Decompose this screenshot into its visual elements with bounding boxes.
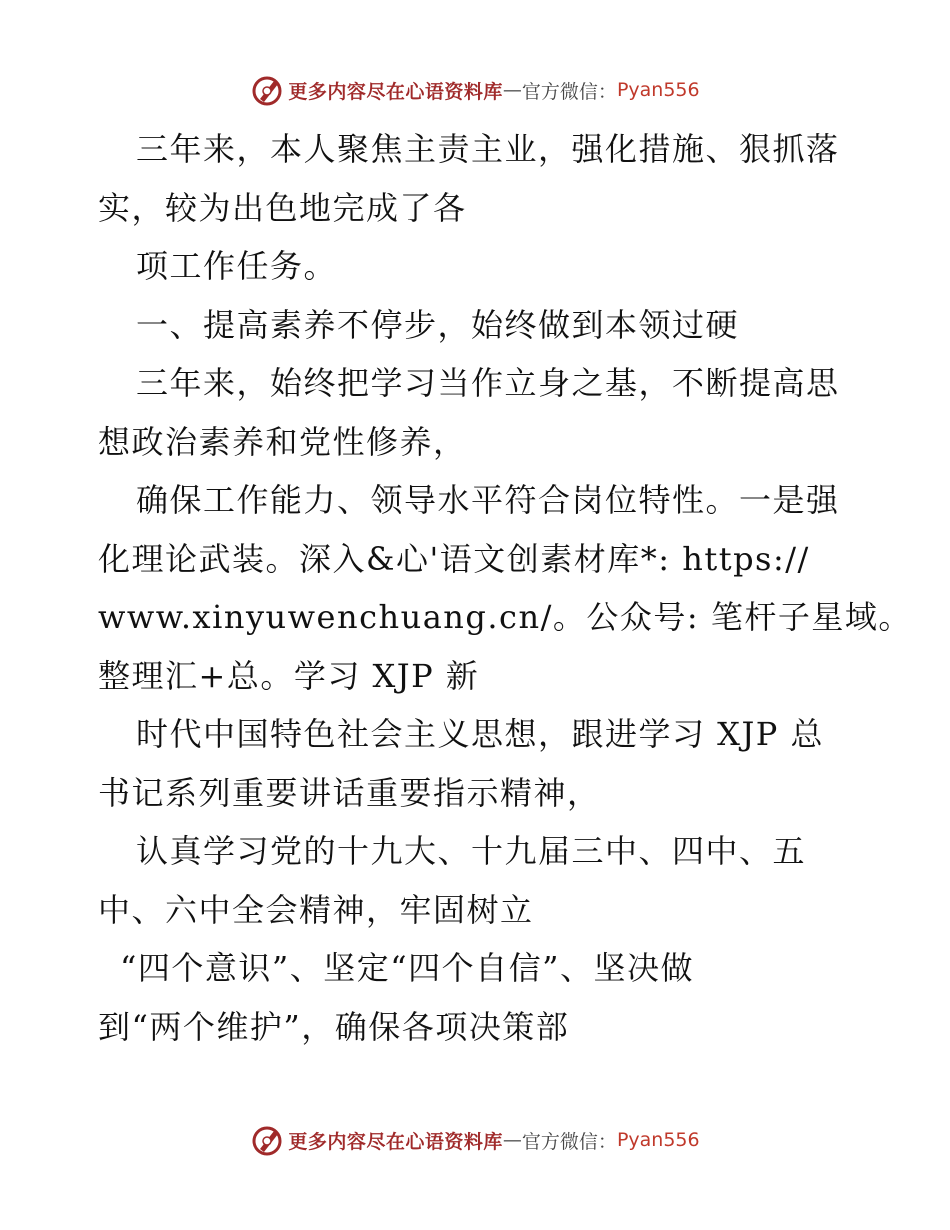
paragraph-line: 确保工作能力、领导水平符合岗位特性。一是强 bbox=[136, 481, 840, 519]
paragraph-line: 书记系列重要讲话重要指示精神， bbox=[98, 773, 601, 812]
paragraph-line: “四个意识”、坚定“四个自信”、坚决做 bbox=[120, 949, 694, 987]
paragraph-line: www.xinyuwenchuang.cn/。公众号: 笔杆子星域。 bbox=[98, 598, 912, 636]
pen-circle-logo-icon bbox=[250, 1123, 284, 1157]
paragraph-line: 到“两个维护”，确保各项决策部 bbox=[98, 1007, 570, 1046]
banner-wechat-label: 官方微信： bbox=[521, 80, 617, 103]
paragraph-line: 三年来，本人聚焦主责主业，强化措施、狠抓落 bbox=[136, 130, 840, 168]
banner-title: 更多内容尽在心语资料库 bbox=[288, 80, 503, 103]
header-banner bbox=[0, 70, 950, 110]
banner-wechat-label: 官方微信： bbox=[521, 1130, 617, 1153]
paragraph-line: 实，较为出色地完成了各 bbox=[98, 188, 467, 227]
section-heading: 一、提高素养不停步，始终做到本领过硬 bbox=[136, 305, 740, 344]
paragraph-line: 时代中国特色社会主义思想，跟进学习 XJP 总 bbox=[136, 715, 824, 753]
paragraph-line: 化理论武装。深入&心'语文创素材库*: https:// bbox=[98, 539, 810, 578]
banner-dash: — bbox=[502, 1129, 522, 1151]
footer-banner bbox=[0, 1120, 950, 1160]
paragraph-line: 整理汇+总。学习 XJP 新 bbox=[98, 656, 480, 695]
pen-circle-logo-icon bbox=[250, 73, 284, 107]
banner-wechat-id: Pyan556 bbox=[616, 1129, 700, 1151]
document-body bbox=[98, 120, 912, 1056]
paragraph-line: 三年来，始终把学习当作立身之基，不断提高思 bbox=[136, 364, 840, 402]
banner-dash: — bbox=[502, 79, 522, 101]
banner-title: 更多内容尽在心语资料库 bbox=[288, 1130, 503, 1153]
paragraph-line: 项工作任务。 bbox=[136, 247, 338, 285]
paragraph-line: 想政治素养和党性修养， bbox=[98, 422, 467, 461]
paragraph-line: 中、六中全会精神，牢固树立 bbox=[98, 890, 534, 929]
paragraph-line: 认真学习党的十九大、十九届三中、四中、五 bbox=[136, 832, 807, 870]
banner-wechat-id: Pyan556 bbox=[616, 79, 700, 101]
